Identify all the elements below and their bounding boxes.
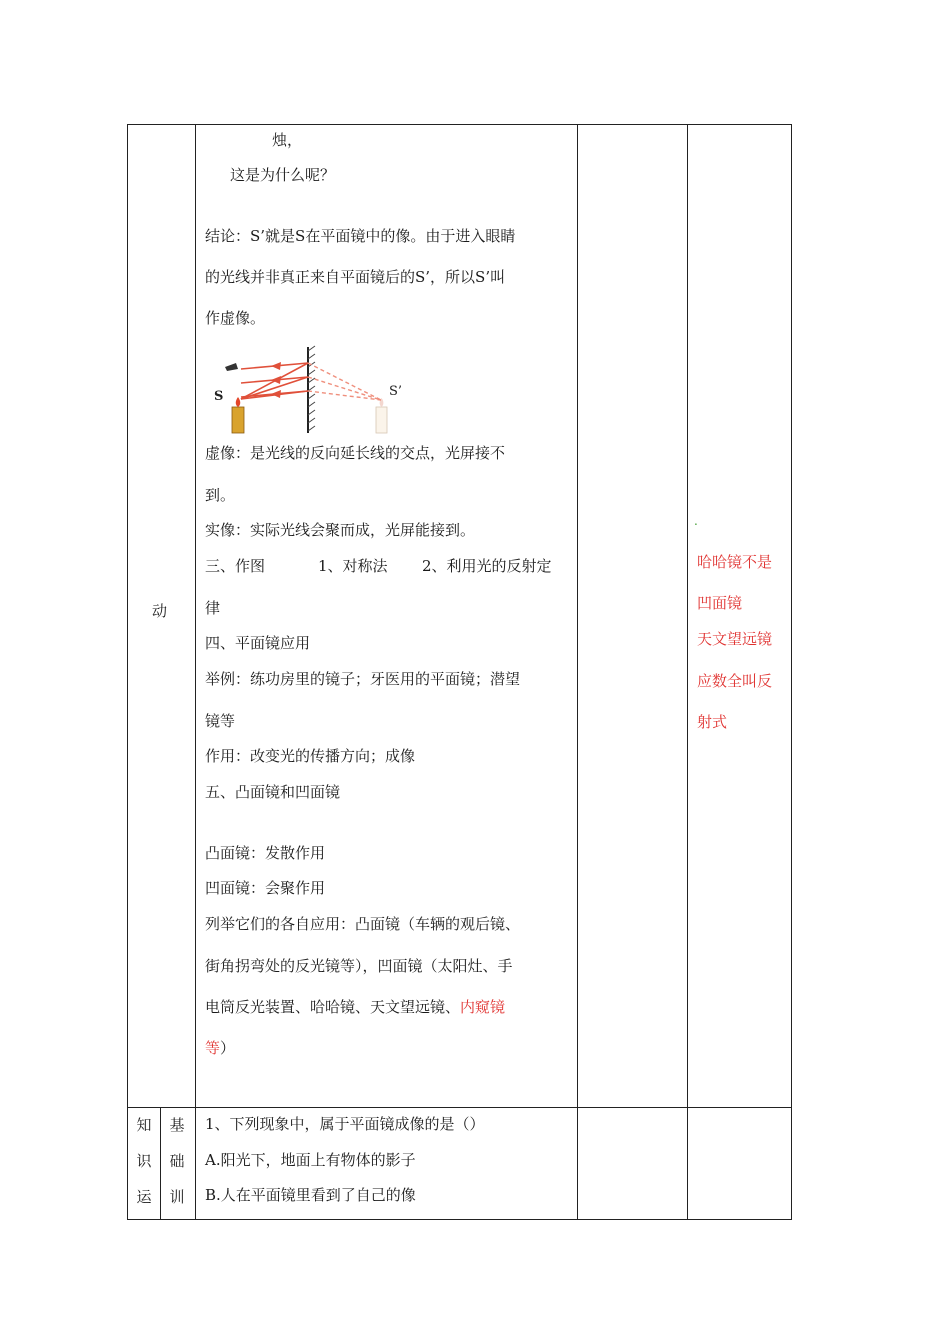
plane-mirror-reflection-diagram <box>205 343 415 435</box>
text-line: 作用：改变光的传播方向；成像 <box>205 747 416 765</box>
label-char: 基 <box>169 1116 185 1134</box>
highlight-red: 内窥镜 <box>460 998 506 1016</box>
text-line: 这是为什么呢？ <box>230 166 336 184</box>
text-line: 律 <box>205 599 221 617</box>
text-segment: ） <box>220 1039 236 1057</box>
col-border-4 <box>687 124 688 1220</box>
text-line: 镜等 <box>205 712 236 730</box>
question-stem: 1、下列现象中，属于平面镜成像的是（） <box>205 1115 485 1133</box>
col-border-2 <box>195 124 196 1220</box>
candle-object-icon <box>232 397 244 433</box>
label-char: 础 <box>169 1152 185 1170</box>
table-top-border <box>127 124 792 125</box>
plane-mirror <box>308 346 315 433</box>
row-label-col1 <box>133 1107 155 1215</box>
text-line: 2、利用光的反射定 <box>422 557 552 575</box>
row-divider <box>127 1107 792 1108</box>
label-char: 识 <box>136 1152 152 1170</box>
text-line: 实像：实际光线会聚而成，光屏能接到。 <box>205 521 476 539</box>
option-letter: B. <box>205 1186 221 1204</box>
label-char: 知 <box>136 1116 152 1134</box>
text-line: 到。 <box>205 486 236 504</box>
text-line: 凹面镜：会聚作用 <box>205 879 326 897</box>
virtual-extension-lines <box>308 363 381 400</box>
section-heading: 五、凸面镜和凹面镜 <box>205 783 341 801</box>
virtual-candle-icon <box>376 398 387 433</box>
section-heading: 三、作图 <box>205 557 266 575</box>
ray-arrows <box>271 362 281 398</box>
teacher-note: 天文望远镜 <box>697 630 773 648</box>
question-option: A.阳光下，地面上有物体的影子 <box>205 1151 416 1169</box>
teacher-note: 应数全叫反 <box>697 672 773 690</box>
teacher-note: 射式 <box>697 713 728 731</box>
text-line <box>205 996 505 1017</box>
highlight-red: 等 <box>205 1039 221 1057</box>
text-line: 虚像：是光线的反向延长线的交点，光屏接不 <box>205 444 506 462</box>
option-text: 人在平面镜里看到了自己的像 <box>220 1186 416 1204</box>
text-line: 列举它们的各自应用：凸面镜（车辆的观后镜、 <box>205 915 521 933</box>
label-s-prime: S’ <box>389 384 403 399</box>
eye-icon <box>225 363 238 371</box>
text-line <box>205 1037 235 1058</box>
text-line: 的光线并非真正来自平面镜后的S’，所以S’叫 <box>205 268 506 286</box>
label-s: S <box>214 389 224 404</box>
text-line: 1、对称法 <box>318 557 388 575</box>
label-char: 运 <box>136 1188 152 1206</box>
teacher-note: 凹面镜 <box>697 594 743 612</box>
text-line: 街角拐弯处的反光镜等），凹面镜（太阳灶、手 <box>205 957 513 975</box>
teacher-note: 哈哈镜不是 <box>697 553 773 571</box>
left-col-label: 动 <box>152 602 168 620</box>
col-border-left <box>127 124 128 1220</box>
label-char: 训 <box>169 1188 185 1206</box>
text-line: 烛， <box>272 131 303 149</box>
row-label-col2 <box>166 1107 188 1215</box>
text-line: 作虚像。 <box>205 309 266 327</box>
note-dot: . <box>694 514 698 528</box>
col-border-right <box>791 124 792 1220</box>
text-line: 凸面镜：发散作用 <box>205 844 326 862</box>
question-option <box>205 1184 416 1205</box>
col-border-sub <box>160 1107 161 1220</box>
table-bottom-border <box>127 1219 792 1220</box>
text-segment: 电筒反光装置、哈哈镜、天文望远镜、 <box>205 998 461 1016</box>
text-line: 举例：练功房里的镜子；牙医用的平面镜；潜望 <box>205 670 521 688</box>
text-line: 结论：S’就是S在平面镜中的像。由于进入眼睛 <box>205 227 516 245</box>
col-border-3 <box>577 124 578 1220</box>
section-heading: 四、平面镜应用 <box>205 634 311 652</box>
